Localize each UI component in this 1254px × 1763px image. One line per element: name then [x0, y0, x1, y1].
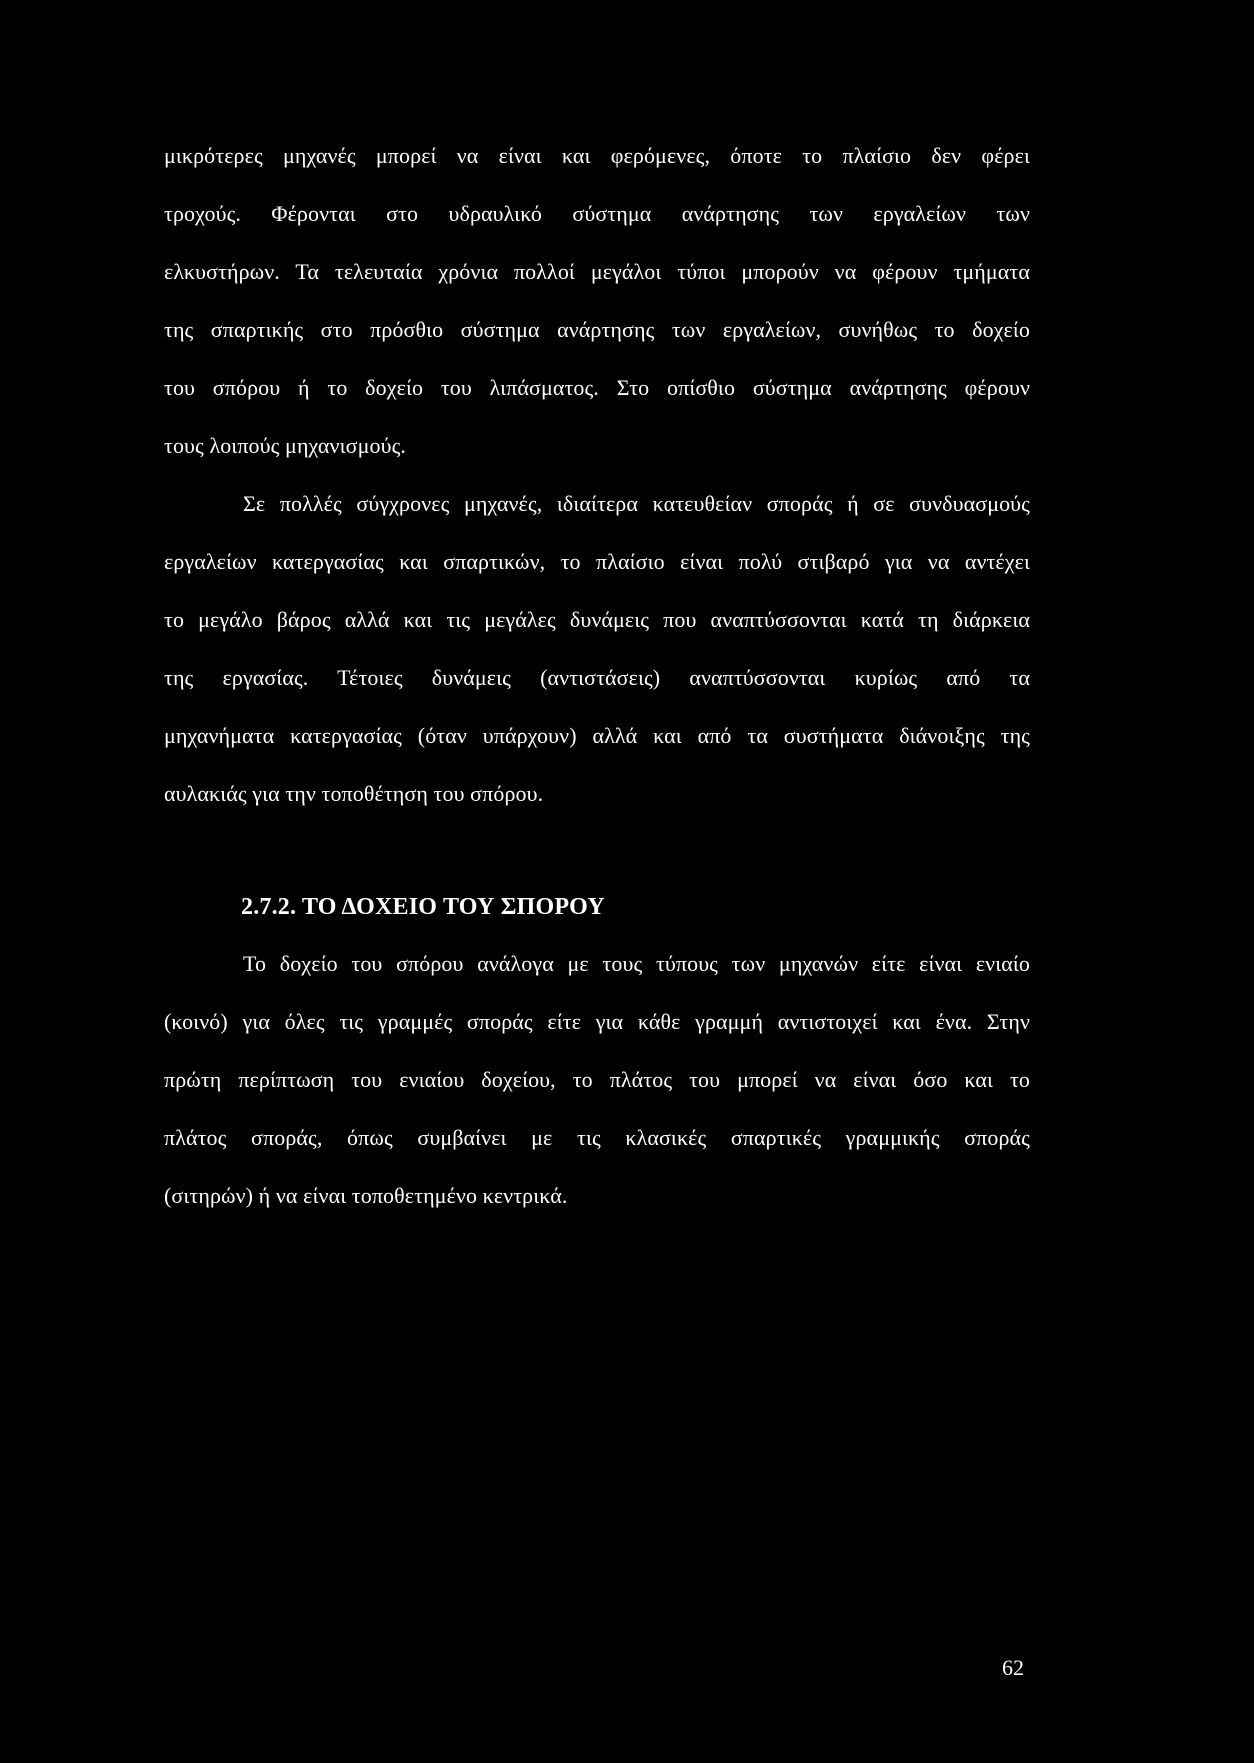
text-line: τους λοιπούς μηχανισμούς.: [164, 433, 406, 458]
text-line: αυλακιάς για την τοποθέτηση του σπόρου.: [164, 781, 544, 806]
text-line: τροχούς. Φέρονται στο υδραυλικό σύστημα ανάρτησης των εργαλείων των: [164, 201, 1030, 226]
text-line: μικρότερες μηχανές μπορεί να είναι και φερόμενες, όποτε το πλαίσιο δεν φέρει: [164, 143, 1030, 168]
text-line: της εργασίας. Τέτοιες δυνάμεις (αντιστάσεις) αναπτύσσονται κυρίως από τα: [164, 665, 1030, 690]
text-line: της σπαρτικής στο πρόσθιο σύστημα ανάρτησης των εργαλείων, συνήθως το δοχείο: [164, 317, 1030, 342]
text-line: Το δοχείο του σπόρου ανάλογα με τους τύπους των μηχανών είτε είναι ενιαίο: [243, 951, 1030, 976]
text-line: πλάτος σποράς, όπως συμβαίνει με τις κλασικές σπαρτικές γραμμικής σποράς: [164, 1125, 1030, 1150]
text-line: το μεγάλο βάρος αλλά και τις μεγάλες δυνάμεις που αναπτύσσονται κατά τη διάρκεια: [164, 607, 1030, 632]
text-line: πρώτη περίπτωση του ενιαίου δοχείου, το πλάτος του μπορεί να είναι όσο και το: [164, 1067, 1030, 1092]
text-line: εργαλείων κατεργασίας και σπαρτικών, το πλαίσιο είναι πολύ στιβαρό για να αντέχει: [164, 549, 1030, 574]
text-line: (σιτηρών) ή να είναι τοποθετημένο κεντρικά.: [164, 1183, 568, 1208]
text-line: μηχανήματα κατεργασίας (όταν υπάρχουν) αλλά και από τα συστήματα διάνοιξης της: [164, 723, 1030, 748]
text-line: του σπόρου ή το δοχείο του λιπάσματος. Στο οπίσθιο σύστημα ανάρτησης φέρουν: [164, 375, 1030, 400]
text-line: (κοινό) για όλες τις γραμμές σποράς είτε για κάθε γραμμή αντιστοιχεί και ένα. Στην: [164, 1009, 1030, 1034]
section-heading: 2.7.2. ΤΟ ΔΟΧΕΙΟ ΤΟΥ ΣΠΟΡΟΥ: [241, 894, 605, 920]
page-number: 62: [1002, 1655, 1024, 1680]
text-line: Σε πολλές σύγχρονες μηχανές, ιδιαίτερα κατευθείαν σποράς ή σε συνδυασμούς: [243, 491, 1030, 516]
text-line: ελκυστήρων. Τα τελευταία χρόνια πολλοί μεγάλοι τύποι μπορούν να φέρουν τμήματα: [164, 259, 1030, 284]
